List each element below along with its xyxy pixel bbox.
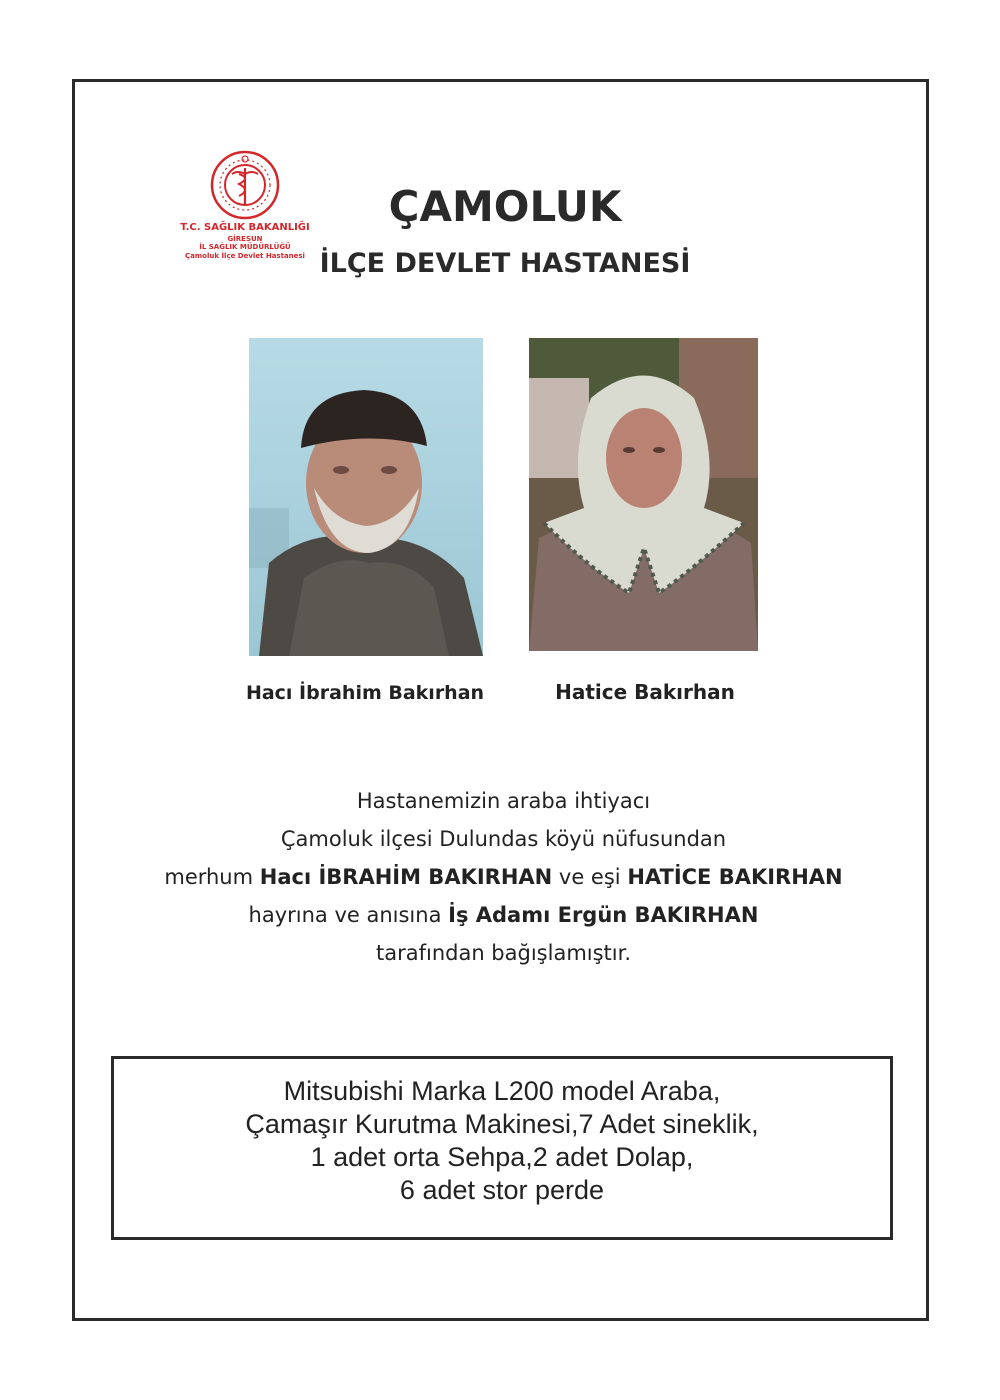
donated-item: Mitsubishi Marka L200 model Araba,	[283, 1076, 721, 1106]
logo-province: GİRESUN	[227, 234, 263, 243]
deceased-name: Hacı İBRAHİM BAKIRHAN	[259, 865, 553, 889]
donated-item: 1 adet orta Sehpa,2 adet Dolap,	[310, 1142, 694, 1172]
logo-hospital: Çamoluk İlçe Devlet Hastanesi	[185, 252, 305, 260]
message-line-2: Çamoluk ilçesi Dulundas köyü nüfusundan	[280, 827, 727, 851]
message-line-4	[95, 896, 912, 934]
message-line-5: tarafından bağışlamıştır.	[375, 941, 631, 965]
donated-items-box	[111, 1056, 893, 1240]
message-text: ve eşi	[552, 865, 628, 889]
message-text: merhum	[164, 865, 260, 889]
portrait-photo-woman	[529, 338, 758, 651]
page-subtitle: İLÇE DEVLET HASTANESİ	[319, 248, 691, 279]
donated-item: 6 adet stor perde	[399, 1175, 605, 1205]
logo-ministry-name: T.C. SAĞLIK BAKANLIĞI	[180, 222, 310, 233]
logo-directorate: İL SAĞLIK MÜDÜRLÜĞÜ	[199, 243, 291, 252]
poster-frame	[72, 79, 929, 1321]
portrait-photo-man	[249, 338, 483, 656]
caption-man: Hacı İbrahim Bakırhan	[245, 682, 485, 704]
message-text: hayrına ve anısına	[248, 903, 449, 927]
ministry-emblem-icon	[210, 150, 280, 220]
donor-name: İş Adamı Ergün BAKIRHAN	[448, 903, 759, 927]
donated-item: Çamaşır Kurutma Makinesi,7 Adet sineklik,	[245, 1109, 759, 1139]
message-line-1: Hastanemizin araba ihtiyacı	[356, 789, 651, 813]
donation-message	[95, 782, 912, 972]
page-title: ÇAMOLUK	[388, 182, 622, 231]
message-line-3	[95, 858, 912, 896]
caption-woman: Hatice Bakırhan	[555, 680, 735, 704]
spouse-name: HATİCE BAKIRHAN	[627, 865, 843, 889]
